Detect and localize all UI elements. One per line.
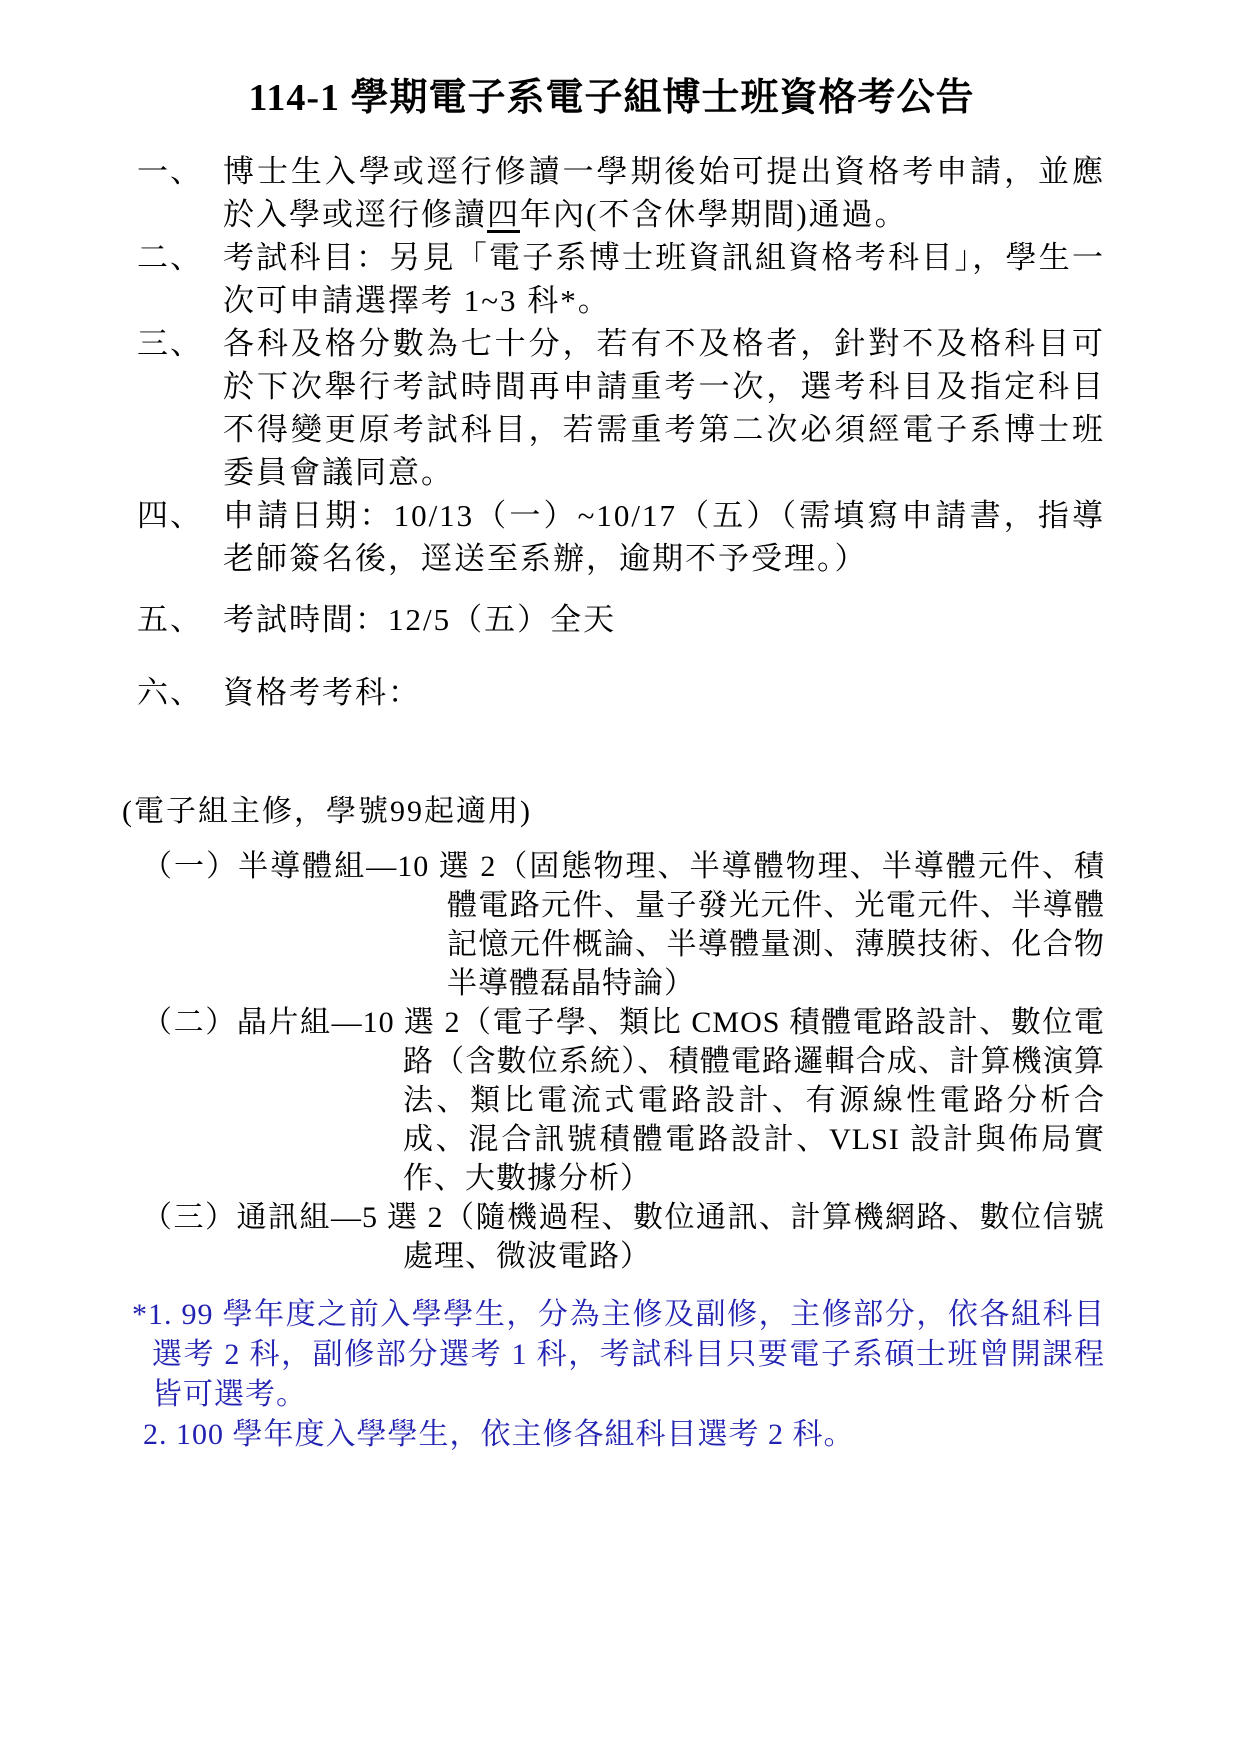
footnotes-section xyxy=(118,1295,1105,1455)
group-1-subjects: 固態物理、半導體物理、半導體元件、積體電路元件、量子發光元件、光電元件、半導體記憶元件概論、半導體量測、薄膜技術、化合物半導體磊晶特論） xyxy=(447,850,1106,1000)
item-4-number: 四、 xyxy=(137,498,203,533)
item-6-number: 六、 xyxy=(137,675,203,710)
group-3-subjects: 隨機過程、數位通訊、計算機網路、數位信號處理、微波電路） xyxy=(403,1201,1105,1273)
item-3-text: 各科及格分數為七十分，若有不及格者，針對不及格科目可於下次舉行考試時間再申請重考一次，選考科目及指定科目不得變更原考試科目，若需重考第二次必須經電子系博士班委員會議同意。 xyxy=(223,326,1105,490)
group-3-label: （三）通訊組—5 選 2（ xyxy=(142,1201,476,1234)
footnote-2: 2. 100 學年度入學學生，依主修各組科目選考 2 科。 xyxy=(143,1418,855,1451)
list-item-5 xyxy=(118,598,1105,641)
numbered-list xyxy=(118,150,1105,714)
item-4-text: 申請日期：10/13（一）~10/17（五）（需填寫申請書，指導老師簽名後，逕送至系辦，逾期不予受理。） xyxy=(223,498,1105,576)
item-1-number: 一、 xyxy=(137,154,203,189)
exam-group-list xyxy=(118,847,1105,1276)
list-item-4 xyxy=(118,494,1105,580)
page-title: 114-1 學期電子系電子組博士班資格考公告 xyxy=(248,77,975,119)
item-6-text: 資格考考科： xyxy=(223,675,421,710)
group-2-label: （二）晶片組—10 選 2（ xyxy=(142,1006,493,1039)
item-5-text: 考試時間：12/5（五）全天 xyxy=(223,602,617,637)
exam-group-2 xyxy=(118,1003,1105,1198)
exam-group-3 xyxy=(118,1198,1105,1276)
list-item-1 xyxy=(118,150,1105,236)
item-5-number: 五、 xyxy=(137,602,203,637)
item-1-text-after: 年內(不含休學期間)通過。 xyxy=(520,197,908,232)
scope-note: (電子組主修，學號99起適用) xyxy=(122,795,532,828)
item-1-text-before: 博士生入學或逕行修讀一學期後始可提出資格考申請，並應於入學或逕行修讀 xyxy=(223,154,1105,232)
group-1-label: （一）半導體組—10 選 2（ xyxy=(142,850,530,883)
list-item-6 xyxy=(118,671,1105,714)
item-1-text xyxy=(223,150,1105,236)
item-1-underlined-char: 四 xyxy=(487,197,520,232)
exam-group-1 xyxy=(118,847,1105,1003)
list-item-3 xyxy=(118,322,1105,494)
item-2-number: 二、 xyxy=(137,240,203,275)
item-2-text: 考試科目：另見「電子系博士班資訊組資格考科目」，學生一次可申請選擇考 1~3 科*。 xyxy=(223,240,1105,318)
footnote-1: *1. 99 學年度之前入學學生，分為主修及副修，主修部分，依各組科目選考 2 科，副修部分選考 1 科，考試科目只要電子系碩士班曾開課程皆可選考。 xyxy=(132,1298,1105,1411)
group-2-subjects: 電子學、類比 CMOS 積體電路設計、數位電路（含數位系統）、積體電路邏輯合成、計算機演算法、類比電流式電路設計、有源線性電路分析合成、混合訊號積體電路設計、VLSI 設計與佈局實作、大數據分析） xyxy=(403,1006,1105,1195)
list-item-2 xyxy=(118,236,1105,322)
item-3-number: 三、 xyxy=(137,326,203,361)
